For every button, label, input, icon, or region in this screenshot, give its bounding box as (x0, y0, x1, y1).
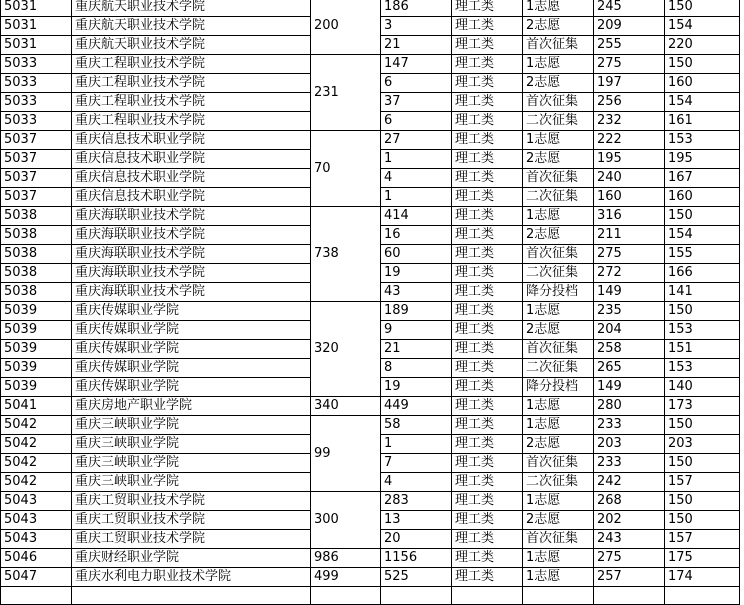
highest-score-cell[interactable]: 232 (594, 112, 665, 131)
round-cell[interactable]: 降分投档 (523, 378, 594, 397)
admitted-count-cell[interactable]: 3 (381, 17, 452, 36)
round-cell[interactable]: 降分投档 (523, 283, 594, 302)
category-cell[interactable]: 理工类 (452, 359, 523, 378)
category-cell[interactable]: 理工类 (452, 568, 523, 587)
school-name-cell[interactable]: 重庆工贸职业技术学院 (72, 492, 311, 511)
school-code-cell[interactable]: 5039 (1, 340, 72, 359)
lowest-score-cell[interactable]: 150 (665, 0, 740, 17)
school-code-cell[interactable]: 5031 (1, 0, 72, 17)
lowest-score-cell[interactable]: 175 (665, 549, 740, 568)
admitted-count-cell[interactable]: 1 (381, 188, 452, 207)
round-cell[interactable]: 1志愿 (523, 492, 594, 511)
table-row (1, 55, 740, 74)
round-cell[interactable]: 1志愿 (523, 207, 594, 226)
school-code-cell[interactable]: 5046 (1, 549, 72, 568)
school-name-cell[interactable]: 重庆房地产职业学院 (72, 397, 311, 416)
round-cell[interactable]: 1志愿 (523, 397, 594, 416)
highest-score-cell[interactable]: 243 (594, 530, 665, 549)
school-code-cell[interactable]: 5038 (1, 226, 72, 245)
school-code-cell[interactable]: 5038 (1, 264, 72, 283)
lowest-score-cell[interactable]: 140 (665, 378, 740, 397)
school-code-cell[interactable]: 5037 (1, 188, 72, 207)
plan-count-cell[interactable]: 340 (311, 397, 381, 416)
lowest-score-cell[interactable]: 167 (665, 169, 740, 188)
round-cell[interactable]: 首次征集 (523, 93, 594, 112)
highest-score-cell[interactable]: 257 (594, 568, 665, 587)
highest-score-cell[interactable]: 275 (594, 549, 665, 568)
school-code-cell[interactable]: 5033 (1, 93, 72, 112)
highest-score-cell[interactable]: 209 (594, 17, 665, 36)
lowest-score-cell[interactable]: 154 (665, 93, 740, 112)
round-cell[interactable]: 1志愿 (523, 55, 594, 74)
plan-count-cell[interactable] (311, 587, 381, 605)
admitted-count-cell[interactable]: 19 (381, 378, 452, 397)
round-cell[interactable]: 2志愿 (523, 511, 594, 530)
lowest-score-cell[interactable]: 150 (665, 55, 740, 74)
table-row (1, 131, 740, 150)
school-code-cell[interactable]: 5033 (1, 55, 72, 74)
school-name-cell[interactable]: 重庆水利电力职业技术学院 (72, 568, 311, 587)
lowest-score-cell[interactable]: 195 (665, 150, 740, 169)
school-name-cell[interactable]: 重庆传媒职业学院 (72, 302, 311, 321)
school-name-cell[interactable]: 重庆海联职业技术学院 (72, 264, 311, 283)
category-cell[interactable]: 理工类 (452, 36, 523, 55)
school-code-cell[interactable]: 5037 (1, 150, 72, 169)
admitted-count-cell[interactable]: 147 (381, 55, 452, 74)
admitted-count-cell[interactable]: 7 (381, 454, 452, 473)
category-cell[interactable]: 理工类 (452, 0, 523, 17)
table-body (1, 0, 740, 605)
highest-score-cell[interactable]: 280 (594, 397, 665, 416)
highest-score-cell[interactable]: 275 (594, 245, 665, 264)
highest-score-cell[interactable]: 316 (594, 207, 665, 226)
round-cell[interactable]: 1志愿 (523, 131, 594, 150)
highest-score-cell[interactable]: 235 (594, 302, 665, 321)
category-cell[interactable]: 理工类 (452, 264, 523, 283)
category-cell[interactable]: 理工类 (452, 131, 523, 150)
school-code-cell[interactable]: 5033 (1, 74, 72, 93)
round-cell[interactable]: 二次征集 (523, 264, 594, 283)
admitted-count-cell[interactable] (381, 587, 452, 605)
round-cell[interactable]: 2志愿 (523, 226, 594, 245)
school-code-cell[interactable]: 5041 (1, 397, 72, 416)
highest-score-cell[interactable]: 275 (594, 55, 665, 74)
lowest-score-cell[interactable]: 203 (665, 435, 740, 454)
highest-score-cell[interactable]: 211 (594, 226, 665, 245)
plan-count-cell[interactable]: 200 (311, 0, 381, 55)
lowest-score-cell[interactable]: 161 (665, 112, 740, 131)
school-name-cell[interactable]: 重庆工程职业技术学院 (72, 74, 311, 93)
round-cell[interactable] (523, 587, 594, 605)
highest-score-cell[interactable]: 256 (594, 93, 665, 112)
school-name-cell[interactable]: 重庆三峡职业学院 (72, 416, 311, 435)
round-cell[interactable]: 2志愿 (523, 150, 594, 169)
school-code-cell[interactable]: 5038 (1, 207, 72, 226)
admitted-count-cell[interactable]: 19 (381, 264, 452, 283)
school-code-cell[interactable]: 5037 (1, 131, 72, 150)
table-row (1, 397, 740, 416)
school-name-cell[interactable]: 重庆信息技术职业学院 (72, 188, 311, 207)
highest-score-cell[interactable]: 265 (594, 359, 665, 378)
admitted-count-cell[interactable]: 1156 (381, 549, 452, 568)
lowest-score-cell[interactable]: 150 (665, 454, 740, 473)
table-row (1, 568, 740, 587)
category-cell[interactable] (452, 587, 523, 605)
round-cell[interactable]: 2志愿 (523, 321, 594, 340)
lowest-score-cell[interactable]: 150 (665, 511, 740, 530)
round-cell[interactable]: 首次征集 (523, 530, 594, 549)
lowest-score-cell[interactable]: 150 (665, 416, 740, 435)
category-cell[interactable]: 理工类 (452, 17, 523, 36)
school-name-cell[interactable]: 重庆财经职业学院 (72, 549, 311, 568)
highest-score-cell[interactable]: 197 (594, 74, 665, 93)
admitted-count-cell[interactable]: 414 (381, 207, 452, 226)
school-name-cell[interactable]: 重庆三峡职业学院 (72, 435, 311, 454)
school-code-cell[interactable]: 5031 (1, 17, 72, 36)
lowest-score-cell[interactable]: 157 (665, 473, 740, 492)
category-cell[interactable]: 理工类 (452, 226, 523, 245)
school-name-cell[interactable]: 重庆海联职业技术学院 (72, 245, 311, 264)
plan-count-cell[interactable]: 499 (311, 568, 381, 587)
highest-score-cell[interactable]: 222 (594, 131, 665, 150)
school-name-cell[interactable]: 重庆海联职业技术学院 (72, 207, 311, 226)
category-cell[interactable]: 理工类 (452, 302, 523, 321)
admitted-count-cell[interactable]: 189 (381, 302, 452, 321)
school-code-cell[interactable]: 5043 (1, 492, 72, 511)
table-row (1, 416, 740, 435)
school-name-cell[interactable]: 重庆工贸职业技术学院 (72, 511, 311, 530)
category-cell[interactable]: 理工类 (452, 454, 523, 473)
admitted-count-cell[interactable]: 186 (381, 0, 452, 17)
school-name-cell[interactable]: 重庆工程职业技术学院 (72, 55, 311, 74)
school-name-cell[interactable]: 重庆三峡职业学院 (72, 454, 311, 473)
round-cell[interactable]: 1志愿 (523, 568, 594, 587)
admitted-count-cell[interactable]: 525 (381, 568, 452, 587)
lowest-score-cell[interactable]: 160 (665, 188, 740, 207)
lowest-score-cell[interactable]: 150 (665, 302, 740, 321)
table-row (1, 492, 740, 511)
school-name-cell[interactable]: 重庆工程职业技术学院 (72, 93, 311, 112)
school-name-cell[interactable]: 重庆航天职业技术学院 (72, 36, 311, 55)
school-code-cell[interactable]: 5043 (1, 511, 72, 530)
highest-score-cell[interactable] (594, 587, 665, 605)
school-name-cell[interactable]: 重庆海联职业技术学院 (72, 226, 311, 245)
round-cell[interactable]: 1志愿 (523, 549, 594, 568)
admitted-count-cell[interactable]: 9 (381, 321, 452, 340)
school-code-cell[interactable]: 5047 (1, 568, 72, 587)
round-cell[interactable]: 首次征集 (523, 340, 594, 359)
admitted-count-cell[interactable]: 43 (381, 283, 452, 302)
school-code-cell[interactable]: 5043 (1, 530, 72, 549)
highest-score-cell[interactable]: 240 (594, 169, 665, 188)
school-code-cell[interactable]: 5039 (1, 302, 72, 321)
highest-score-cell[interactable]: 255 (594, 36, 665, 55)
school-code-cell[interactable]: 5042 (1, 435, 72, 454)
category-cell[interactable]: 理工类 (452, 435, 523, 454)
round-cell[interactable]: 1志愿 (523, 416, 594, 435)
admitted-count-cell[interactable]: 1 (381, 150, 452, 169)
admitted-count-cell[interactable]: 4 (381, 169, 452, 188)
category-cell[interactable]: 理工类 (452, 511, 523, 530)
highest-score-cell[interactable]: 258 (594, 340, 665, 359)
school-code-cell[interactable] (1, 587, 72, 605)
round-cell[interactable]: 首次征集 (523, 169, 594, 188)
category-cell[interactable]: 理工类 (452, 549, 523, 568)
school-code-cell[interactable]: 5039 (1, 378, 72, 397)
plan-count-cell[interactable]: 300 (311, 492, 381, 549)
category-cell[interactable]: 理工类 (452, 188, 523, 207)
lowest-score-cell[interactable]: 173 (665, 397, 740, 416)
highest-score-cell[interactable]: 203 (594, 435, 665, 454)
admitted-count-cell[interactable]: 6 (381, 74, 452, 93)
school-name-cell[interactable]: 重庆传媒职业学院 (72, 340, 311, 359)
table-row (1, 207, 740, 226)
category-cell[interactable]: 理工类 (452, 492, 523, 511)
lowest-score-cell[interactable]: 174 (665, 568, 740, 587)
admitted-count-cell[interactable]: 20 (381, 530, 452, 549)
category-cell[interactable]: 理工类 (452, 283, 523, 302)
school-code-cell[interactable]: 5033 (1, 112, 72, 131)
admitted-count-cell[interactable]: 37 (381, 93, 452, 112)
lowest-score-cell[interactable]: 150 (665, 492, 740, 511)
admitted-count-cell[interactable]: 60 (381, 245, 452, 264)
lowest-score-cell[interactable]: 153 (665, 359, 740, 378)
school-code-cell[interactable]: 5039 (1, 321, 72, 340)
plan-count-cell[interactable]: 738 (311, 207, 381, 302)
highest-score-cell[interactable]: 195 (594, 150, 665, 169)
school-name-cell[interactable]: 重庆海联职业技术学院 (72, 283, 311, 302)
lowest-score-cell[interactable]: 151 (665, 340, 740, 359)
highest-score-cell[interactable]: 233 (594, 454, 665, 473)
school-code-cell[interactable]: 5037 (1, 169, 72, 188)
table-row (1, 587, 740, 605)
school-code-cell[interactable]: 5042 (1, 473, 72, 492)
school-name-cell[interactable]: 重庆传媒职业学院 (72, 321, 311, 340)
admitted-count-cell[interactable]: 8 (381, 359, 452, 378)
round-cell[interactable]: 2志愿 (523, 74, 594, 93)
school-code-cell[interactable]: 5031 (1, 36, 72, 55)
admitted-count-cell[interactable]: 21 (381, 340, 452, 359)
category-cell[interactable]: 理工类 (452, 473, 523, 492)
highest-score-cell[interactable]: 160 (594, 188, 665, 207)
round-cell[interactable]: 1志愿 (523, 0, 594, 17)
table-row (1, 549, 740, 568)
school-code-cell[interactable]: 5038 (1, 283, 72, 302)
lowest-score-cell[interactable]: 155 (665, 245, 740, 264)
school-code-cell[interactable]: 5038 (1, 245, 72, 264)
school-name-cell[interactable]: 重庆信息技术职业学院 (72, 131, 311, 150)
school-name-cell[interactable] (72, 587, 311, 605)
school-name-cell[interactable]: 重庆航天职业技术学院 (72, 17, 311, 36)
admitted-count-cell[interactable]: 4 (381, 473, 452, 492)
table-row (1, 302, 740, 321)
category-cell[interactable]: 理工类 (452, 74, 523, 93)
round-cell[interactable]: 二次征集 (523, 359, 594, 378)
highest-score-cell[interactable]: 202 (594, 511, 665, 530)
highest-score-cell[interactable]: 268 (594, 492, 665, 511)
admitted-count-cell[interactable]: 21 (381, 36, 452, 55)
admitted-count-cell[interactable]: 58 (381, 416, 452, 435)
plan-count-cell[interactable]: 70 (311, 131, 381, 207)
category-cell[interactable]: 理工类 (452, 245, 523, 264)
lowest-score-cell[interactable]: 220 (665, 36, 740, 55)
school-name-cell[interactable]: 重庆工贸职业技术学院 (72, 530, 311, 549)
category-cell[interactable]: 理工类 (452, 169, 523, 188)
round-cell[interactable]: 1志愿 (523, 302, 594, 321)
round-cell[interactable]: 2志愿 (523, 17, 594, 36)
school-code-cell[interactable]: 5042 (1, 454, 72, 473)
admitted-count-cell[interactable]: 27 (381, 131, 452, 150)
category-cell[interactable]: 理工类 (452, 340, 523, 359)
school-code-cell[interactable]: 5042 (1, 416, 72, 435)
category-cell[interactable]: 理工类 (452, 55, 523, 74)
round-cell[interactable]: 2志愿 (523, 435, 594, 454)
plan-count-cell[interactable]: 231 (311, 55, 381, 131)
lowest-score-cell[interactable]: 157 (665, 530, 740, 549)
highest-score-cell[interactable]: 245 (594, 0, 665, 17)
round-cell[interactable]: 首次征集 (523, 36, 594, 55)
admitted-count-cell[interactable]: 16 (381, 226, 452, 245)
category-cell[interactable]: 理工类 (452, 530, 523, 549)
admitted-count-cell[interactable]: 6 (381, 112, 452, 131)
admitted-count-cell[interactable]: 283 (381, 492, 452, 511)
lowest-score-cell[interactable]: 160 (665, 74, 740, 93)
lowest-score-cell[interactable] (665, 587, 740, 605)
round-cell[interactable]: 首次征集 (523, 245, 594, 264)
category-cell[interactable]: 理工类 (452, 112, 523, 131)
school-name-cell[interactable]: 重庆信息技术职业学院 (72, 169, 311, 188)
lowest-score-cell[interactable]: 141 (665, 283, 740, 302)
school-name-cell[interactable]: 重庆三峡职业学院 (72, 473, 311, 492)
round-cell[interactable]: 二次征集 (523, 112, 594, 131)
school-name-cell[interactable]: 重庆工程职业技术学院 (72, 112, 311, 131)
category-cell[interactable]: 理工类 (452, 397, 523, 416)
plan-count-cell[interactable]: 320 (311, 302, 381, 397)
admitted-count-cell[interactable]: 449 (381, 397, 452, 416)
highest-score-cell[interactable]: 242 (594, 473, 665, 492)
highest-score-cell[interactable]: 233 (594, 416, 665, 435)
highest-score-cell[interactable]: 149 (594, 378, 665, 397)
lowest-score-cell[interactable]: 150 (665, 207, 740, 226)
category-cell[interactable]: 理工类 (452, 207, 523, 226)
plan-count-cell[interactable]: 986 (311, 549, 381, 568)
lowest-score-cell[interactable]: 166 (665, 264, 740, 283)
lowest-score-cell[interactable]: 154 (665, 17, 740, 36)
highest-score-cell[interactable]: 149 (594, 283, 665, 302)
category-cell[interactable]: 理工类 (452, 150, 523, 169)
category-cell[interactable]: 理工类 (452, 93, 523, 112)
school-name-cell[interactable]: 重庆传媒职业学院 (72, 359, 311, 378)
school-code-cell[interactable]: 5039 (1, 359, 72, 378)
lowest-score-cell[interactable]: 154 (665, 226, 740, 245)
round-cell[interactable]: 二次征集 (523, 188, 594, 207)
admitted-count-cell[interactable]: 13 (381, 511, 452, 530)
category-cell[interactable]: 理工类 (452, 416, 523, 435)
category-cell[interactable]: 理工类 (452, 378, 523, 397)
category-cell[interactable]: 理工类 (452, 321, 523, 340)
round-cell[interactable]: 首次征集 (523, 454, 594, 473)
admitted-count-cell[interactable]: 1 (381, 435, 452, 454)
lowest-score-cell[interactable]: 153 (665, 131, 740, 150)
plan-count-cell[interactable]: 99 (311, 416, 381, 492)
school-name-cell[interactable]: 重庆传媒职业学院 (72, 378, 311, 397)
school-name-cell[interactable]: 重庆信息技术职业学院 (72, 150, 311, 169)
highest-score-cell[interactable]: 204 (594, 321, 665, 340)
school-name-cell[interactable]: 重庆航天职业技术学院 (72, 0, 311, 17)
highest-score-cell[interactable]: 272 (594, 264, 665, 283)
lowest-score-cell[interactable]: 153 (665, 321, 740, 340)
round-cell[interactable]: 二次征集 (523, 473, 594, 492)
table-row (1, 0, 740, 17)
